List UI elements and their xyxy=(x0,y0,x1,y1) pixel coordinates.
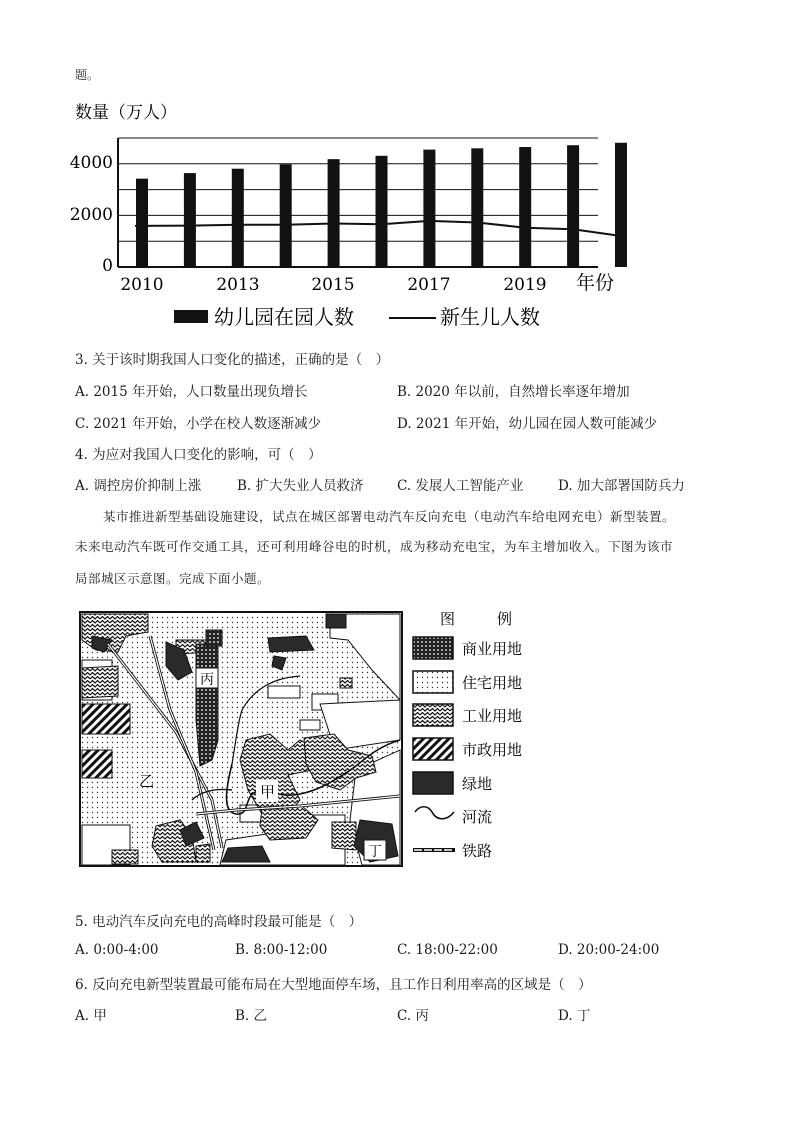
bar-2017 xyxy=(471,148,483,267)
bars xyxy=(136,143,627,267)
legend-label-river: 河流 xyxy=(462,808,493,826)
bar-2018 xyxy=(519,147,531,267)
bar-2015 xyxy=(376,156,388,267)
legend-title-2: 例 xyxy=(497,610,513,628)
legend-swatch-commercial xyxy=(413,637,453,659)
q4-option-c[interactable]: C. 发展人工智能产业 xyxy=(397,478,524,494)
legend-label-industrial: 工业用地 xyxy=(462,707,523,725)
legend-swatch-green xyxy=(413,772,453,794)
legend-label-green: 绿地 xyxy=(462,775,493,793)
place-label-ding: 丁 xyxy=(368,844,382,860)
legend-title-1: 图 xyxy=(440,610,456,628)
place-label-bing: 丙 xyxy=(200,672,214,688)
legend-swatch-river xyxy=(415,807,454,819)
y-tick-label: 0 xyxy=(102,256,113,276)
q6-option-a[interactable]: A. 甲 xyxy=(75,1008,107,1024)
legend-swatch-residential xyxy=(413,671,453,693)
passage-line-3: 局部城区示意图。完成下面小题。 xyxy=(75,571,271,586)
place-label-jia: 甲 xyxy=(260,783,276,801)
q6-option-b[interactable]: B. 乙 xyxy=(235,1008,268,1024)
place-label-yi: 乙 xyxy=(139,772,155,790)
x-axis-label: 年份 xyxy=(576,272,615,294)
q5-stem: 5. 电动汽车反向充电的高峰时段最可能是（ ） xyxy=(75,914,363,930)
bar-2016 xyxy=(423,150,435,267)
q4-option-a[interactable]: A. 调控房价抑制上涨 xyxy=(75,478,202,494)
q3-option-d[interactable]: D. 2021 年开始，幼儿园在园人数可能减少 xyxy=(397,416,658,432)
x-tick-label: 2010 xyxy=(120,275,164,295)
population-chart xyxy=(0,90,794,340)
q3-option-c[interactable]: C. 2021 年开始，小学在校人数逐渐减少 xyxy=(75,416,322,432)
x-tick-labels xyxy=(120,275,546,295)
legend-label-residential: 住宅用地 xyxy=(462,674,523,692)
y-tick-label: 2000 xyxy=(69,205,113,225)
q5-option-b[interactable]: B. 8:00-12:00 xyxy=(235,942,328,958)
x-tick-label: 2013 xyxy=(216,275,260,295)
city-district-map xyxy=(0,600,794,872)
y-tick-labels xyxy=(70,153,113,276)
q5-option-d[interactable]: D. 20:00-24:00 xyxy=(558,942,660,958)
q5-option-a[interactable]: A. 0:00-4:00 xyxy=(75,942,159,958)
q3-stem: 3. 关于该时期我国人口变化的描述，正确的是（ ） xyxy=(75,352,390,368)
q4-option-d[interactable]: D. 加大部署国防兵力 xyxy=(558,478,685,494)
question-fragment: 题。 xyxy=(75,68,100,82)
bar-2013 xyxy=(280,164,292,267)
legend-swatch-municipal xyxy=(413,738,453,760)
bar-2010 xyxy=(136,179,148,267)
legend-label-railway: 铁路 xyxy=(462,842,493,860)
y-axis-label: 数量（万人） xyxy=(75,103,177,123)
legend-label-municipal: 市政用地 xyxy=(462,741,523,759)
legend-bar-label: 幼儿园在园人数 xyxy=(214,305,354,329)
x-tick-label: 2019 xyxy=(503,275,547,295)
bar-2012 xyxy=(232,169,244,267)
bar-2014 xyxy=(328,159,340,267)
legend-swatch-industrial xyxy=(413,704,453,726)
passage-line-1: 某市推进新型基础设施建设，试点在城区部署电动汽车反向充电（电动汽车给电网充电）新型装置。 xyxy=(103,509,676,524)
q4-option-b[interactable]: B. 扩大失业人员救济 xyxy=(237,478,364,494)
x-tick-label: 2015 xyxy=(311,275,355,295)
bar-2011 xyxy=(184,173,196,267)
q5-option-c[interactable]: C. 18:00-22:00 xyxy=(397,942,498,958)
q6-option-d[interactable]: D. 丁 xyxy=(558,1008,591,1024)
bar-2019 xyxy=(567,145,579,267)
q6-stem: 6. 反向充电新型装置最可能布局在大型地面停车场，且工作日利用率高的区域是（ ） xyxy=(75,977,592,993)
bar-2020 xyxy=(615,143,627,267)
q3-option-b[interactable]: B. 2020 年以前，自然增长率逐年增加 xyxy=(397,384,630,400)
legend-bar-swatch xyxy=(174,310,208,323)
q3-option-a[interactable]: A. 2015 年开始，人口数量出现负增长 xyxy=(75,384,308,400)
q6-option-c[interactable]: C. 丙 xyxy=(397,1008,429,1024)
passage-line-2: 未来电动汽车既可作交通工具，还可利用峰谷电的时机，成为移动充电宝，为车主增加收入。下图为该市 xyxy=(75,539,674,554)
legend-label-commercial: 商业用地 xyxy=(462,640,523,658)
x-tick-label: 2017 xyxy=(407,275,451,295)
legend-line-label: 新生儿人数 xyxy=(440,305,540,329)
y-tick-label: 4000 xyxy=(69,153,113,173)
q4-stem: 4. 为应对我国人口变化的影响，可（ ） xyxy=(75,447,322,463)
